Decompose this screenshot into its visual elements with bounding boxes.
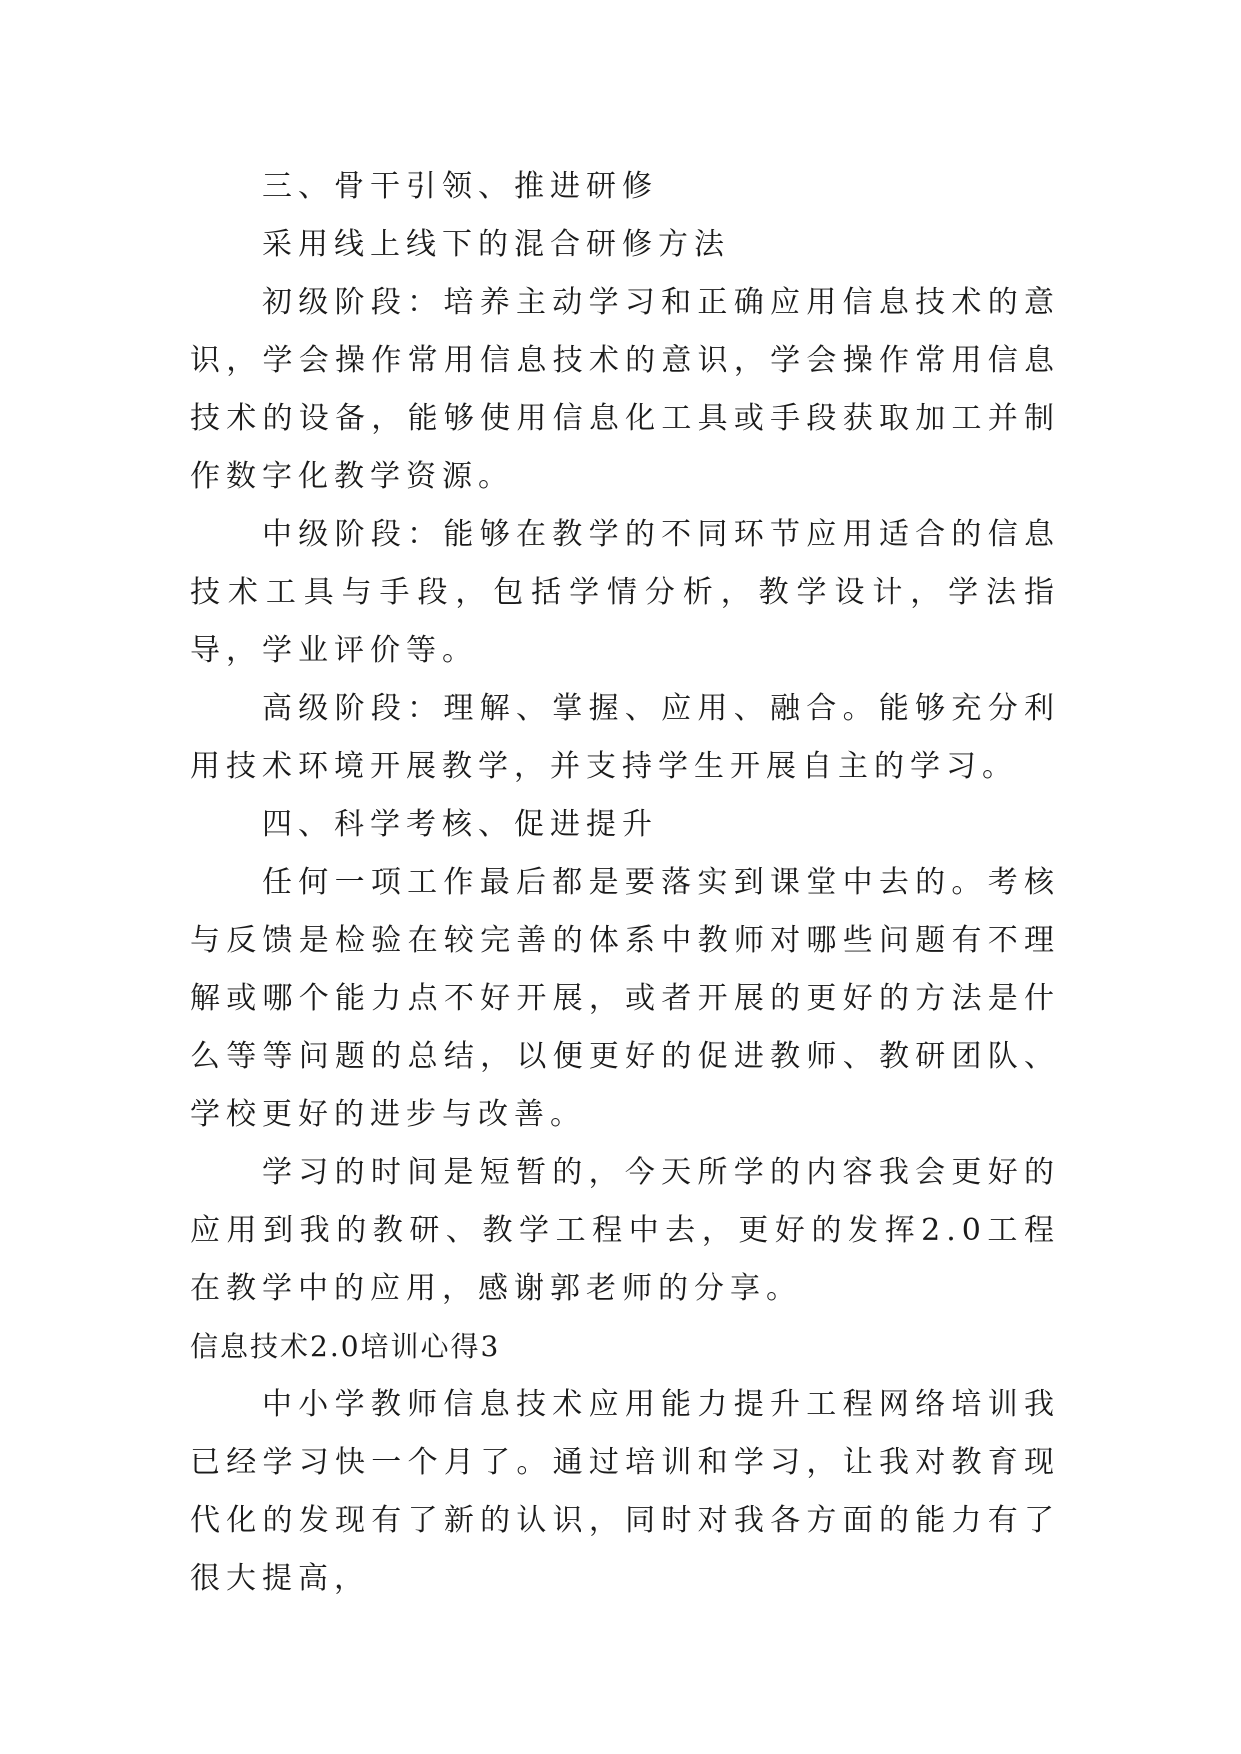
article-title: 信息技术2.0培训心得3	[190, 1330, 501, 1363]
paragraph-stage-advanced: 高级阶段：理解、掌握、应用、融合。能够充分利用技术环境开展教学，并支持学生开展自主的学习。	[190, 691, 1060, 784]
section-heading: 四、科学考核、促进提升	[262, 807, 658, 842]
paragraph: 中小学教师信息技术应用能力提升工程网络培训我已经学习快一个月了。通过培训和学习，让我对教育现代化的发现有了新的认识，同时对我各方面的能力有了很大提高，	[190, 1387, 1060, 1596]
paragraph-closing: 学习的时间是短暂的，今天所学的内容我会更好的应用到我的教研、教学工程中去，更好的发挥2.0工程在教学中的应用，感谢郭老师的分享。	[190, 1155, 1060, 1306]
section-heading: 三、骨干引领、推进研修	[262, 169, 658, 204]
paragraph: 任何一项工作最后都是要落实到课堂中去的。考核与反馈是检验在较完善的体系中教师对哪些问题有不理解或哪个能力点不好开展，或者开展的更好的方法是什么等等问题的总结，以便更好的促进教师、教研团队、学校更好的进步与改善。	[190, 865, 1060, 1132]
paragraph-stage-beginner: 初级阶段：培养主动学习和正确应用信息技术的意识，学会操作常用信息技术的意识，学会操作常用信息技术的设备，能够使用信息化工具或手段获取加工并制作数字化教学资源。	[190, 285, 1060, 494]
paragraph-stage-intermediate: 中级阶段：能够在教学的不同环节应用适合的信息技术工具与手段，包括学情分析，教学设计，学法指导，学业评价等。	[190, 517, 1060, 668]
document-body	[190, 158, 1060, 1608]
section-intro: 采用线上线下的混合研修方法	[262, 227, 730, 262]
